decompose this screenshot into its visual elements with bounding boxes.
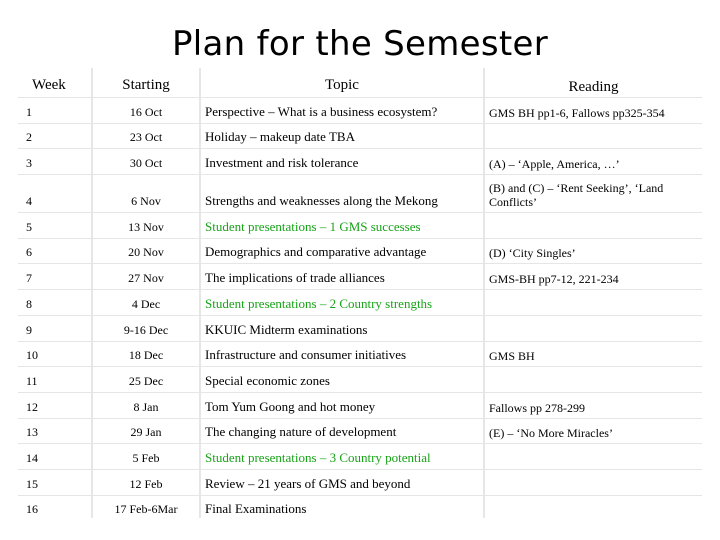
reading-cell: (A) – ‘Apple, America, …’	[485, 149, 702, 174]
schedule-table	[18, 68, 702, 521]
topic-cell: Student presentations – 1 GMS successes	[201, 213, 483, 238]
topic-cell: Infrastructure and consumer initiatives	[201, 342, 483, 367]
reading-cell: GMS-BH pp7-12, 221-234	[485, 264, 702, 289]
header-starting: Starting	[93, 68, 199, 97]
topic-cell: Demographics and comparative advantage	[201, 239, 483, 264]
topic-cell: Review – 21 years of GMS and beyond	[201, 470, 483, 495]
week-cell: 14	[18, 444, 91, 469]
table-row	[18, 290, 702, 316]
table-row	[18, 175, 702, 213]
starting-cell: 29 Jan	[93, 419, 199, 444]
table-body	[18, 98, 702, 521]
table-row	[18, 496, 702, 522]
week-cell: 1	[18, 98, 91, 123]
starting-cell: 27 Nov	[93, 264, 199, 289]
week-cell: 6	[18, 239, 91, 264]
reading-cell: (B) and (C) – ‘Rent Seeking’, ‘Land Conflicts’	[485, 175, 702, 212]
starting-cell: 30 Oct	[93, 149, 199, 174]
reading-cell	[485, 444, 702, 469]
starting-cell: 18 Dec	[93, 342, 199, 367]
week-cell: 12	[18, 393, 91, 418]
week-cell: 13	[18, 419, 91, 444]
topic-cell: Final Examinations	[201, 496, 483, 521]
topic-cell: The changing nature of development	[201, 419, 483, 444]
week-cell: 4	[18, 175, 91, 212]
reading-cell	[485, 124, 702, 149]
reading-cell: Fallows pp 278-299	[485, 393, 702, 418]
starting-cell: 23 Oct	[93, 124, 199, 149]
starting-cell: 12 Feb	[93, 470, 199, 495]
week-cell: 2	[18, 124, 91, 149]
table-row	[18, 98, 702, 124]
week-cell: 5	[18, 213, 91, 238]
starting-cell: 20 Nov	[93, 239, 199, 264]
starting-cell: 4 Dec	[93, 290, 199, 315]
topic-cell: Strengths and weaknesses along the Mekong	[201, 175, 483, 212]
reading-cell: GMS BH pp1-6, Fallows pp325-354	[485, 98, 702, 123]
starting-cell: 17 Feb-6Mar	[93, 496, 199, 521]
header-reading: Reading	[485, 68, 702, 97]
topic-cell: Tom Yum Goong and hot money	[201, 393, 483, 418]
starting-cell: 8 Jan	[93, 393, 199, 418]
starting-cell: 5 Feb	[93, 444, 199, 469]
topic-cell: Student presentations – 3 Country potential	[201, 444, 483, 469]
table-row	[18, 239, 702, 265]
topic-cell: KKUIC Midterm examinations	[201, 316, 483, 341]
week-cell: 15	[18, 470, 91, 495]
reading-cell	[485, 367, 702, 392]
topic-cell: Special economic zones	[201, 367, 483, 392]
page-title: Plan for the Semester	[171, 24, 549, 64]
week-cell: 8	[18, 290, 91, 315]
table-row	[18, 367, 702, 393]
topic-cell: Perspective – What is a business ecosystem?	[201, 98, 483, 123]
reading-cell: (E) – ‘No More Miracles’	[485, 419, 702, 444]
table-row	[18, 470, 702, 496]
reading-cell: GMS BH	[485, 342, 702, 367]
table-row	[18, 316, 702, 342]
reading-cell	[485, 290, 702, 315]
starting-cell: 6 Nov	[93, 175, 199, 212]
table-header	[18, 68, 702, 98]
table-row	[18, 264, 702, 290]
table-row	[18, 124, 702, 150]
starting-cell: 25 Dec	[93, 367, 199, 392]
reading-cell	[485, 213, 702, 238]
week-cell: 3	[18, 149, 91, 174]
header-topic: Topic	[201, 68, 483, 97]
table-row	[18, 149, 702, 175]
reading-cell: (D) ‘City Singles’	[485, 239, 702, 264]
week-cell: 7	[18, 264, 91, 289]
week-cell: 16	[18, 496, 91, 521]
table-row	[18, 342, 702, 368]
topic-cell: Holiday – makeup date TBA	[201, 124, 483, 149]
week-cell: 11	[18, 367, 91, 392]
starting-cell: 9-16 Dec	[93, 316, 199, 341]
table-row	[18, 419, 702, 445]
table-row	[18, 444, 702, 470]
reading-cell	[485, 470, 702, 495]
reading-cell	[485, 316, 702, 341]
topic-cell: The implications of trade alliances	[201, 264, 483, 289]
table-row	[18, 213, 702, 239]
starting-cell: 13 Nov	[93, 213, 199, 238]
starting-cell: 16 Oct	[93, 98, 199, 123]
topic-cell: Student presentations – 2 Country strengths	[201, 290, 483, 315]
week-cell: 9	[18, 316, 91, 341]
table-row	[18, 393, 702, 419]
reading-cell	[485, 496, 702, 521]
header-week: Week	[18, 68, 91, 97]
topic-cell: Investment and risk tolerance	[201, 149, 483, 174]
week-cell: 10	[18, 342, 91, 367]
